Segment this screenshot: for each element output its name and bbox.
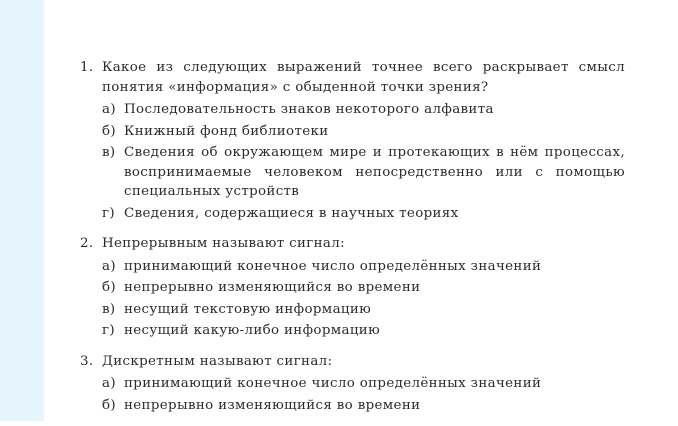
question-header bbox=[80, 58, 625, 97]
option-text: непрерывно изменяющийся во времени bbox=[124, 397, 421, 413]
option-text: несущий текстовую информацию bbox=[124, 301, 372, 317]
answer-options bbox=[102, 257, 625, 341]
option-text: принимающий конечное число определённых значений bbox=[124, 376, 542, 391]
option-text: Сведения, содержащиеся в научных теориях bbox=[124, 205, 459, 221]
question-text: Какое из следующих выражений точнее всего раскрывает смысл понятия «информация» с обыденной точки зрения? bbox=[102, 60, 625, 95]
option-letter: г) bbox=[102, 205, 115, 221]
question-text: Непрерывным называют сигнал: bbox=[102, 236, 345, 251]
option-text: Книжный фонд библиотеки bbox=[124, 123, 329, 139]
option-text: Сведения об окружающем мире и протекающих в нём процессах, воспринимаемые человеком непосредственно или с помощью специальных устройств bbox=[124, 145, 625, 199]
option-letter: а) bbox=[102, 258, 116, 274]
answer-option[interactable] bbox=[102, 100, 625, 120]
option-text: Последовательность знаков некоторого алфавита bbox=[124, 102, 494, 117]
answer-option[interactable] bbox=[102, 321, 625, 341]
page-margin-band bbox=[0, 0, 44, 421]
answer-option[interactable] bbox=[102, 143, 625, 202]
question-number: 3. bbox=[80, 353, 94, 369]
answer-option[interactable] bbox=[102, 374, 625, 394]
option-letter: а) bbox=[102, 376, 116, 391]
question-3 bbox=[80, 352, 625, 416]
option-letter: б) bbox=[102, 123, 116, 139]
answer-options bbox=[102, 100, 625, 223]
option-text: непрерывно изменяющийся во времени bbox=[124, 280, 421, 295]
option-text: принимающий конечное число определённых значений bbox=[124, 258, 542, 274]
answer-option[interactable] bbox=[102, 300, 625, 320]
answer-option[interactable] bbox=[102, 257, 625, 277]
question-list bbox=[80, 58, 625, 426]
option-letter: в) bbox=[102, 145, 116, 160]
option-letter: б) bbox=[102, 397, 116, 413]
question-2 bbox=[80, 234, 625, 341]
question-number: 1. bbox=[80, 60, 94, 75]
answer-option[interactable] bbox=[102, 204, 625, 224]
answer-option[interactable] bbox=[102, 278, 625, 298]
answer-options bbox=[102, 374, 625, 415]
question-header bbox=[80, 352, 625, 372]
answer-option[interactable] bbox=[102, 122, 625, 142]
question-header bbox=[80, 234, 625, 254]
question-text: Дискретным называют сигнал: bbox=[102, 353, 333, 369]
answer-option[interactable] bbox=[102, 396, 625, 416]
option-letter: в) bbox=[102, 301, 116, 317]
option-letter: г) bbox=[102, 323, 115, 338]
option-text: несущий какую-либо информацию bbox=[124, 323, 381, 338]
question-1 bbox=[80, 58, 625, 223]
question-number: 2. bbox=[80, 236, 94, 251]
option-letter: а) bbox=[102, 102, 116, 117]
option-letter: б) bbox=[102, 280, 116, 295]
